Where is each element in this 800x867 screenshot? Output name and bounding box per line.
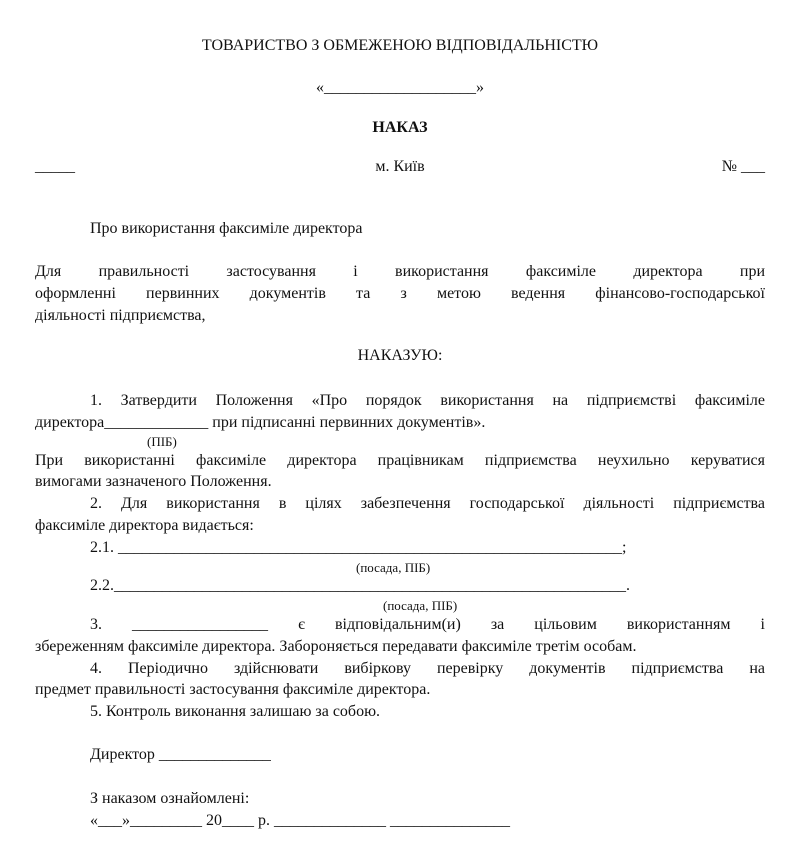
item-2-1-caption: (посада, ПІБ) (356, 560, 431, 575)
usage-line: вимогами зазначеного Положення. (35, 473, 272, 490)
org-name: «___________________» (316, 79, 484, 96)
subject: Про використання факсиміле директора (90, 220, 363, 237)
item-2-2-caption: (посада, ПІБ) (383, 598, 458, 613)
document-title: НАКАЗ (372, 119, 428, 136)
city: м. Київ (375, 158, 425, 175)
usage-line: При використанні факсиміле директора працівникам підприємства неухильно керуватися (35, 452, 765, 469)
item-4-line: предмет правильності застосування факсиміле директора. (35, 681, 431, 698)
order-number: № ___ (721, 158, 765, 175)
item-5: 5. Контроль виконання залишаю за собою. (90, 703, 381, 720)
item-3-line: збереженням факсиміле директора. Забороняється передавати факсиміле третім особам. (35, 638, 637, 655)
preamble-line: Для правильності застосування і використання факсиміле директора при (35, 263, 765, 280)
preamble-line: діяльності підприємства, (35, 307, 206, 324)
org-type: ТОВАРИСТВО З ОБМЕЖЕНОЮ ВІДПОВІДАЛЬНІСТЮ (201, 37, 599, 54)
item-4-line: 4. Періодично здійснювати вибіркову перевірку документів підприємства на (90, 660, 765, 677)
director-signature: Директор ______________ (90, 746, 271, 763)
acknowledged-line: «___»_________ 20____ р. ______________ _______________ (90, 812, 510, 829)
item-1-line: директора_____________ при підписанні первинних документів». (35, 414, 486, 431)
item-2-line: факсиміле директора видається: (35, 517, 254, 534)
item-1-line: 1. Затвердити Положення «Про порядок використання на підприємстві факсиміле (90, 392, 765, 409)
order-word: НАКАЗУЮ: (357, 347, 443, 364)
preamble-line: оформленні первинних документів та з метою ведення фінансово-господарської (35, 285, 765, 302)
item-1-caption: (ПІБ) (147, 434, 177, 449)
item-2-2: 2.2.________________________________________________________________. (90, 577, 630, 594)
item-2-line: 2. Для використання в цілях забезпечення господарської діяльності підприємства (90, 495, 765, 512)
date-blank: _____ (35, 158, 75, 175)
acknowledged-label: З наказом ознайомлені: (90, 790, 250, 807)
item-2-1: 2.1. _______________________________________________________________; (90, 539, 627, 556)
item-3-line: 3. _________________ є відповідальним(и) за цільовим використанням і (90, 616, 765, 633)
